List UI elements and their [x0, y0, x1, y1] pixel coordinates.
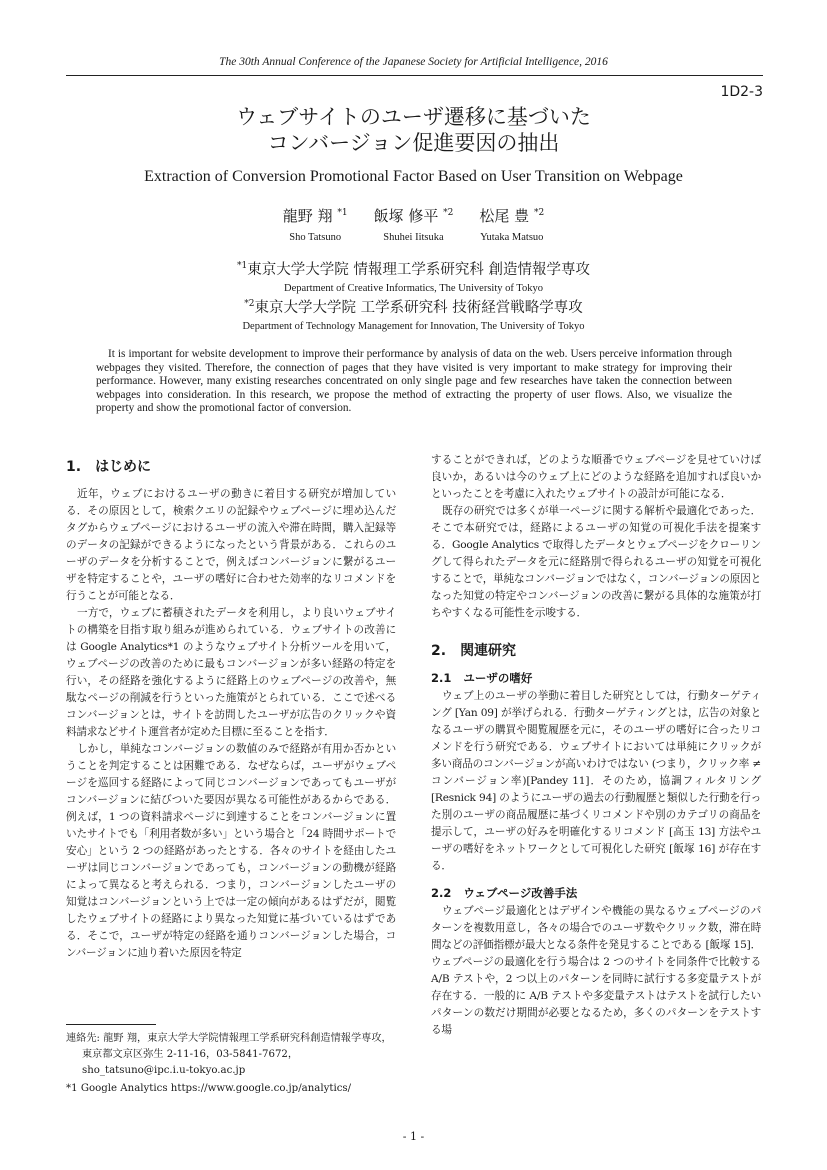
subsection-number: 2.2 [431, 886, 452, 900]
affiliation-ja: 東京大学大学院 情報理工学系研究科 創造情報学専攻 [247, 262, 590, 278]
affiliation-ja: 東京大学大学院 工学系研究科 技術経営戦略学専攻 [254, 300, 583, 316]
author-name-en: Sho Tatsuno [289, 232, 342, 243]
paragraph-continued: することができれば，どのような順番でウェブページを見せていけば良いか，あるいは今のウェブ上にどのような経路を追加すれば良いかといったことを考慮に入れたウェブサイトの設計が可能になる． [431, 454, 761, 500]
conference-header: The 30th Annual Conference of the Japanese Society for Artificial Intelligence, 2016 [219, 56, 608, 68]
title-en: Extraction of Conversion Promotional Factor Based on User Transition on Webpage [144, 168, 683, 185]
author-mark: *1 [337, 208, 348, 218]
author [283, 205, 348, 243]
contact-footnote [66, 1031, 396, 1079]
affiliation [0, 258, 827, 294]
subsection-number: 2.1 [431, 671, 452, 685]
title-ja-line2: コンバージョン促進要因の抽出 [267, 131, 560, 155]
title-block [0, 104, 827, 186]
subsection-title: ユーザの嗜好 [463, 671, 533, 685]
footnote [66, 1081, 396, 1097]
paragraph: 既存の研究では多くが単一ページに関する解析や最適化であった．そこで本研究では，経路によるユーザの知覚の可視化手法を提案する．Google Analytics で取得したデータとウェブページをクローリングして得られたデータを元に経路別で得られるユーザの知覚を可視化することで，単純なコンバージョンではなく，コンバージョンの原因となった知覚の特定やコンバージョンの改善に繋がる具体的な施策が打ちやすくなる可能性を示唆する． [431, 505, 761, 619]
paragraph: ウェブ上のユーザの挙動に着目した研究としては，行動ターゲティング [Yan 09] が挙げられる．行動ターゲティングとは，広告の対象となるユーザの購買や閲覧履歴を元に，そのユーザの嗜好に合ったリコメンドを行う研究である．ウェブサイトにおいては単純にクリックが多い商品のコンバージョンが高いわけではない (つまり，クリック率 ≠ コンバージョン率)[Pandey 11]．そのため，協調フィルタリング [Resnick 94] のようにユーザの過去の行動履歴と類似した行動を行った別のユーザの商品履歴に基づくリコメンドや別のカテゴリの商品を提示して，ユーザの好みを明確化するリコメンド [高玉 13] 方法やユーザの嗜好をネットワークとして可視化した研究 [飯塚 16] が存在する． [431, 690, 761, 872]
right-column [431, 452, 761, 1039]
footnotes [66, 1024, 396, 1097]
affiliation [0, 296, 827, 332]
author-name-ja: 飯塚 修平 [373, 207, 439, 225]
author-mark: *2 [443, 208, 454, 218]
author [374, 205, 454, 243]
affiliation-mark: *1 [237, 261, 248, 272]
subsection-heading [431, 885, 761, 901]
page-number: - 1 - [402, 1130, 425, 1143]
affiliation-en: Department of Creative Informatics, The University of Tokyo [284, 283, 543, 294]
footnote-mark: *1 [66, 1083, 78, 1094]
contact-text: 龍野 翔，東京大学大学院情報理工学系研究科創造情報学専攻，東京都文京区弥生 2-11-16，03-5841-7672，sho_tatsuno@ipc.i.u-tokyo.ac.jp [82, 1033, 392, 1076]
author-name-ja: 松尾 豊 [479, 207, 530, 225]
author-name-ja: 龍野 翔 [282, 207, 333, 225]
title-ja-line1: ウェブサイトのユーザ遷移に基づいた [236, 105, 591, 129]
paragraph: 近年，ウェブにおけるユーザの動きに着目する研究が増加している．その原因として，検索クエリの記録やウェブページに埋め込んだタグからウェブページにおけるユーザの流入や滞在時間，購入記録等のデータの記録ができるようになったという背景がある．これらのユーザのデータを分析することで，例えばコンバージョンに繋がるユーザを特定することや，ユーザの嗜好に合わせた効率的なリコメンドを行うことが可能となる． [66, 488, 396, 602]
affiliation-mark: *2 [244, 299, 255, 310]
subsection-heading [431, 670, 761, 686]
left-column [66, 452, 396, 962]
section-number: 1. [66, 459, 82, 475]
author-mark: *2 [533, 208, 545, 218]
affiliation-en: Department of Technology Management for Innovation, The University of Tokyo [242, 321, 585, 332]
section-title: はじめに [95, 459, 152, 475]
author-name-en: Shuhei Iitsuka [383, 232, 444, 243]
footnote-text: Google Analytics https://www.google.co.jp/analytics/ [80, 1083, 352, 1094]
paragraph: ウェブページ最適化とはデザインや機能の異なるウェブページのパターンを複数用意し，各々の場合でのユーザ数やクリック数，滞在時間などの評価指標が最大となる条件を発見することである [飯塚 15]．ウェブページの最適化を行う場合は 2 つのサイトを同条件で比較する A/B テストや，2 つ以上のパターンを同時に試行する多変量テストが存在する．一般的に A/B テストや多変量テストはテストを試行したいパターンの数だけ期間が必要となるため，多くのパターンをテストする場 [431, 905, 761, 1036]
abstract: It is important for website development to improve their performance by analysis of data on the web. Users perceive information through webpages they visited. Therefore, the connection of pages that they have visited is very important to make strategy for improving their performance. However, many existing researches concentrated on only single page and few researches have taken the connection between webpages into consideration. In this research, we propose the method of extracting the property of user flows. Also, we visualize the property and show the promotional factor of conversion. [96, 348, 732, 415]
section-heading [66, 456, 396, 476]
section-heading [431, 640, 761, 660]
paper-id: 1D2-3 [720, 84, 763, 100]
contact-label: 連絡先: [66, 1033, 100, 1044]
paragraph: 一方で，ウェブに蓄積されたデータを利用し，より良いウェブサイトの構築を目指す取り組みが進められている．ウェブサイトの改善には Google Analytics*1 のようなウェブサイト分析ツールを用いて，ウェブページの改善のために最もコンバージョンが多い経路の特定を行い，その経路を強化するように経路上のウェブページの改善や，無駄なページの削減を行うといった施策がとられている．ここで述べるコンバージョンとは，サイトを訪問したユーザが広告のクリックや資料請求などサイト運営者が定めた目標に至ることを指す． [66, 607, 396, 738]
subsection-title: ウェブページ改善手法 [463, 886, 578, 900]
author-name-en: Yutaka Matsuo [480, 232, 544, 243]
section-number: 2. [431, 643, 447, 659]
author [479, 205, 544, 243]
paragraph: しかし，単純なコンバージョンの数値のみで経路が有用か否かということを判定することは困難である．なぜならば，ユーザがウェブページを巡回する経路によって同じコンバージョンであってもユーザがコンバージョンに結びついた要因が異なる可能性があるからである．例えば，1 つの資料請求ページに到達することをコンバージョンに置いたサイトでも「利用者数が多い」という場合と「24 時間サポートで安心」という 2 つの経路があったとする．各々のサイトを経由したユーザは同じコンバージョンであっても，コンバージョンの動機が経路によって異なると考えられる．つまり，コンバージョンしたユーザの知覚はコンバージョンという上では一定の傾向があるはずだが，閲覧したウェブサイトの経路により異なった知覚に基づいているはずである．そこで，ユーザが特定の経路を通りコンバージョンした場合，コンバージョンに辿り着いた原因を特定 [66, 743, 396, 959]
footnote-rule [66, 1024, 156, 1025]
section-title: 関連研究 [460, 643, 517, 659]
header-rule [66, 75, 763, 76]
author-list [0, 205, 827, 243]
